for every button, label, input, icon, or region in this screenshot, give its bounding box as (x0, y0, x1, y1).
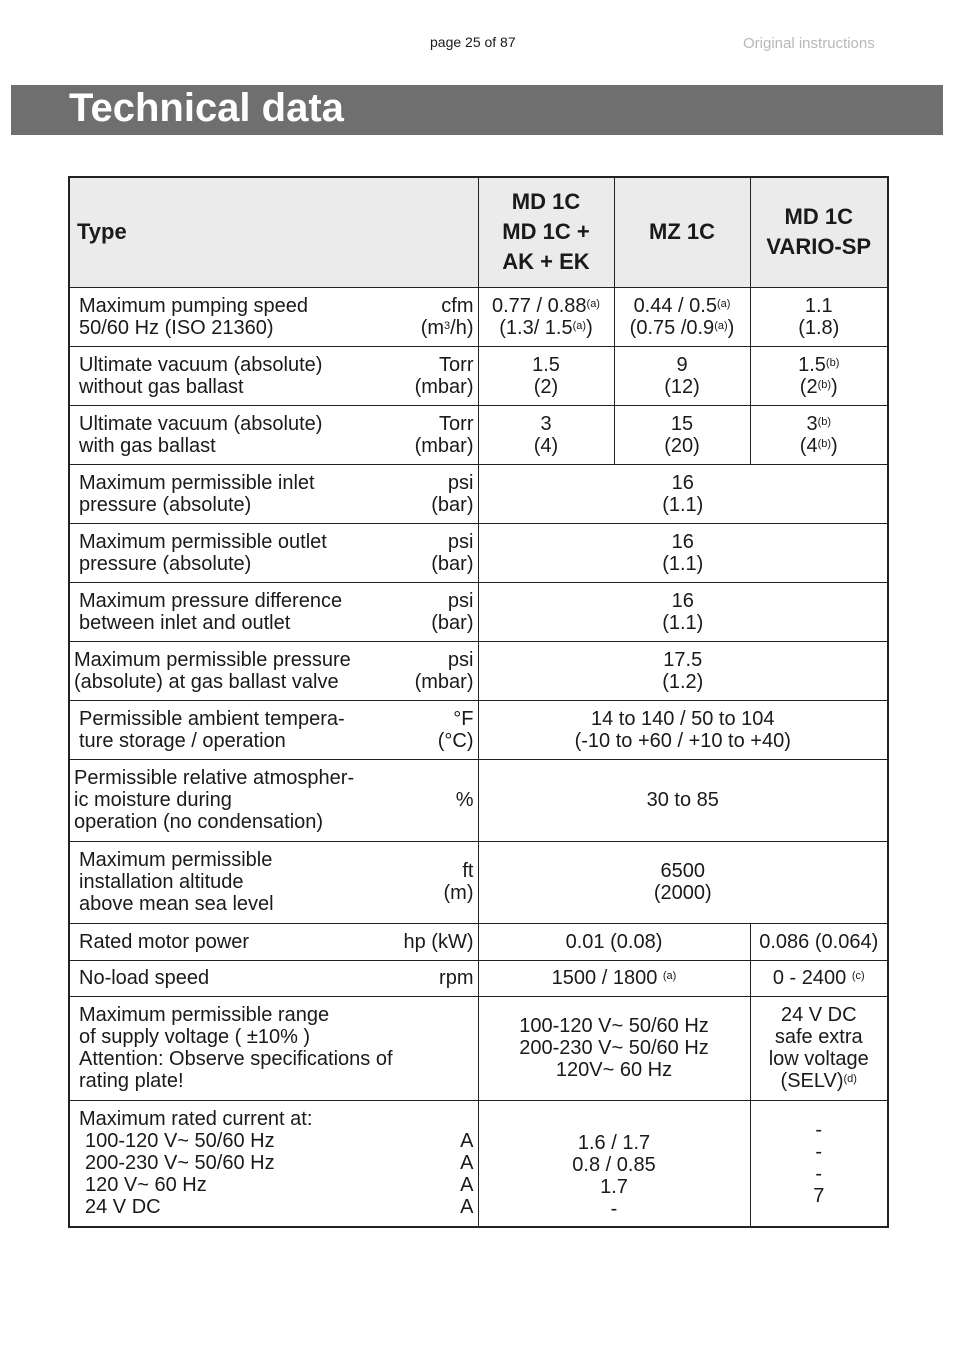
table-row: Rated motor power hp (kW) 0.01 (0.08) 0.086 (0.064) (69, 923, 888, 960)
table-row: Ultimate vacuum (absolute) without gas ballast Torr (mbar) 1.5 (2) 9 (12) 1.5$^{(b)}$ (2$^{(b)}$) (69, 346, 888, 405)
table-header-row (69, 177, 888, 287)
md1c-header: MD 1C MD 1C + AK + EK (478, 177, 614, 287)
table-row: Maximum rated current at: 100-120 V~ 50/60 Hz A 200-230 V~ 50/60 Hz A 120 V~ 60 Hz A 24 V DC A 1.6 / 1.7 0.8 / 0.85 1.7 - - - - 7 (69, 1100, 888, 1227)
table-row: Maximum pressure difference between inlet and outlet psi (bar) 16 (1.1) (69, 582, 888, 641)
table-row: Maximum pumping speed 50/60 Hz (ISO 21360) cfm $(m^3/h)$ 0.77 / 0.88$^{(a)}$ (1.3/ 1.5$^{(a)}$) 0.44 / 0.5$^{(a)}$ (0.75 /0.9$^{(a)}$) 1.1 (1.8) (69, 287, 888, 346)
table-row: Maximum permissible range of supply voltage ( ±10% ) Attention: Observe specifications of rating plate! 100-120 V~ 50/60 Hz 200-230 V~ 50/60 Hz 120V~ 60 Hz 24 V DC safe extra low voltage (SELV)$^{(d)}$ (69, 996, 888, 1100)
document-note: Original instructions (743, 35, 875, 52)
technical-data-table (68, 176, 889, 1228)
table-row: No-load speed rpm 1500 / 1800 $^{(a)}$ 0 - 2400 $^{(c)}$ (69, 960, 888, 996)
mz1c-header: MZ 1C (614, 177, 750, 287)
table-row: Maximum permissible outlet pressure (absolute) psi (bar) 16 (1.1) (69, 523, 888, 582)
table-row: Maximum permissible installation altitude above mean sea level ft (m) 6500 (2000) (69, 841, 888, 923)
table-row: Permissible relative atmospher- ic moisture during operation (no condensation) % 30 to 85 (69, 759, 888, 841)
table-row: Maximum permissible pressure (absolute) at gas ballast valve psi (mbar) 17.5 (1.2) (69, 641, 888, 700)
table-row: Maximum permissible inlet pressure (absolute) psi (bar) 16 (1.1) (69, 464, 888, 523)
title-bar (11, 85, 943, 135)
vario-header: MD 1C VARIO-SP (750, 177, 888, 287)
type-header: Type (69, 177, 478, 287)
table-row: Permissible ambient tempera- ture storage / operation °F (°C) 14 to 140 / 50 to 104 (-10 to +60 / +10 to +40) (69, 700, 888, 759)
page-title: Technical data (69, 86, 344, 130)
table-row: Ultimate vacuum (absolute) with gas ballast Torr (mbar) 3 (4) 15 (20) 3$^{(b)}$ (4$^{(b)}$) (69, 405, 888, 464)
page-number: page 25 of 87 (430, 34, 516, 50)
